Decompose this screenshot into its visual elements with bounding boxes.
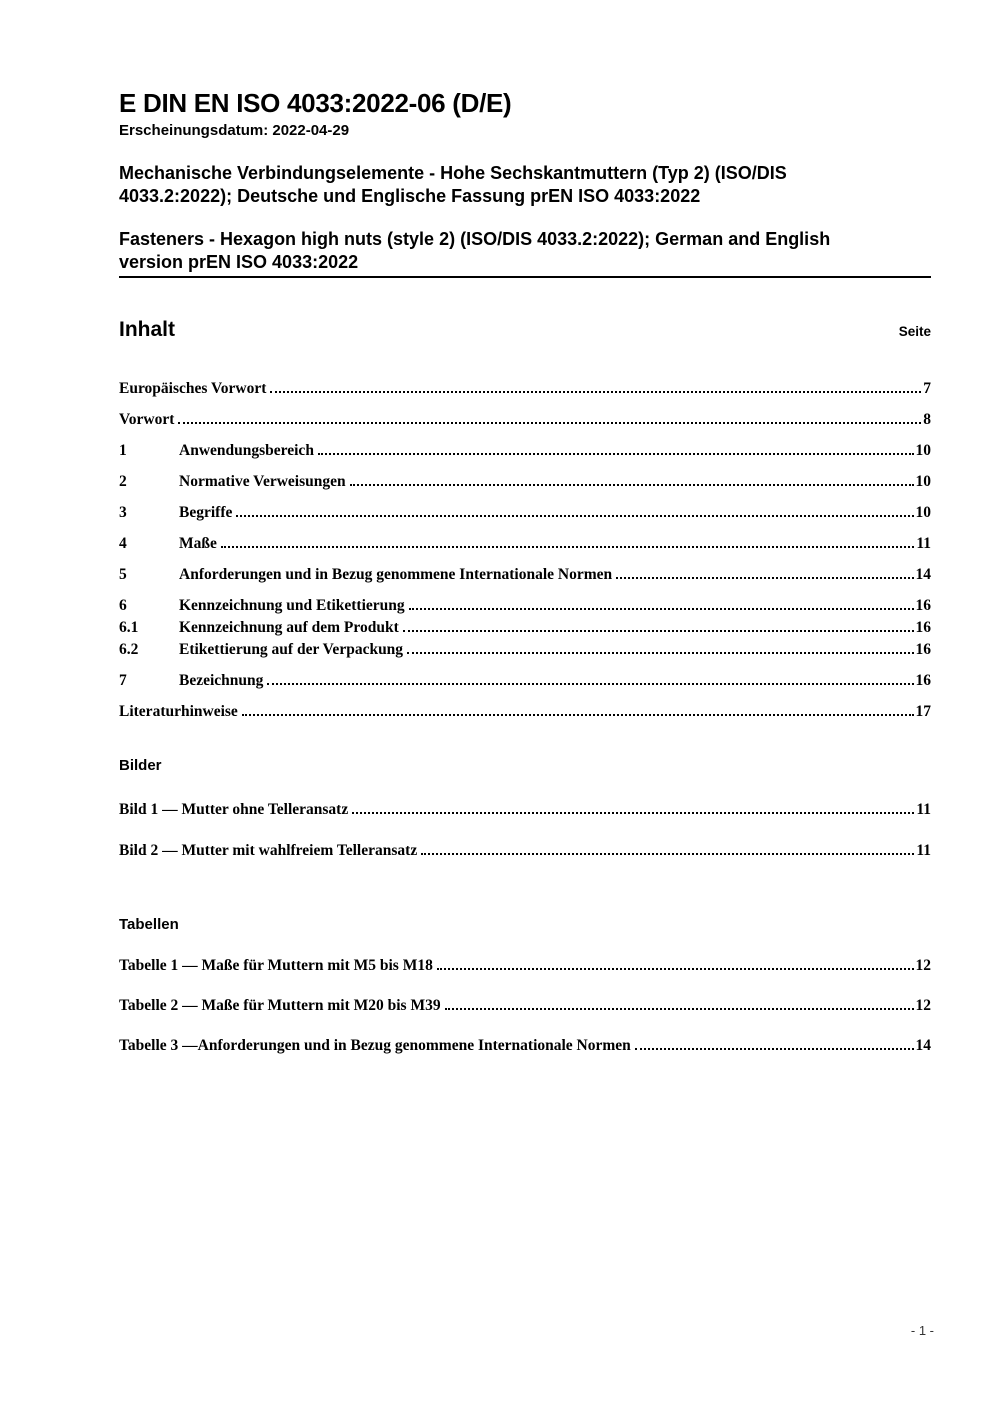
tables-list [119, 957, 931, 1055]
subject-english-line-2: version prEN ISO 4033:2022 [119, 252, 359, 272]
toc-entry-number: 6.1 [119, 619, 139, 636]
subject-german-line-2: 4033.2:2022); Deutsche und Englische Fassung prEN ISO 4033:2022 [119, 186, 701, 206]
figure-entry [119, 842, 931, 860]
toc-entry [119, 473, 931, 491]
toc-entry-label: Maße [179, 535, 217, 552]
toc-entry-page: 10 [915, 504, 931, 521]
toc-entry-page: 16 [915, 619, 931, 636]
publication-date: Erscheinungsdatum: 2022-04-29 [119, 122, 350, 139]
table-entry-label: Tabelle 1 — Maße für Muttern mit M5 bis M18 [119, 957, 433, 974]
footer-page-number: - 1 - [910, 1323, 934, 1338]
tables-heading: Tabellen [119, 916, 179, 933]
figure-entry-page: 11 [916, 842, 931, 859]
toc-leader-dots [221, 546, 914, 548]
toc-entry-page: 10 [915, 442, 931, 459]
table-entry-page: 12 [915, 957, 931, 974]
toc-leader-dots [270, 391, 921, 393]
table-entry-label: Tabelle 2 — Maße für Muttern mit M20 bis M39 [119, 997, 441, 1014]
toc-entry [119, 619, 931, 637]
toc-entry [119, 442, 931, 460]
toc-entry-page: 8 [923, 411, 931, 428]
toc-entry-label: Literaturhinweise [119, 703, 238, 720]
toc-list [119, 380, 931, 721]
toc-entry-page: 17 [915, 703, 931, 720]
toc-entry-page: 11 [916, 535, 931, 552]
table-entry-page: 12 [915, 997, 931, 1014]
toc-entry [119, 535, 931, 553]
toc-entry-page: 16 [915, 597, 931, 614]
toc-entry-number: 1 [119, 442, 127, 459]
toc-leader-dots [407, 652, 913, 654]
toc-entry-label: Anforderungen und in Bezug genommene Internationale Normen [179, 566, 613, 583]
toc-leader-dots [409, 608, 914, 610]
figure-entry-label: Bild 2 — Mutter mit wahlfreiem Telleransatz [119, 842, 418, 859]
page-column-label: Seite [898, 324, 931, 339]
page-content [119, 0, 931, 1077]
toc-leader-dots [318, 453, 914, 455]
toc-entry-label: Kennzeichnung und Etikettierung [179, 597, 405, 614]
toc-entry-label: Begriffe [179, 504, 233, 521]
toc-leader-dots [635, 1048, 914, 1050]
toc-entry-label: Etikettierung auf der Verpackung [179, 641, 404, 658]
toc-entry-label: Bezeichnung [179, 672, 264, 689]
toc-leader-dots [403, 630, 914, 632]
title-divider-rule [119, 276, 931, 278]
toc-entry-number: 6 [119, 597, 127, 614]
toc-entry-number: 4 [119, 535, 127, 552]
toc-entry-page: 10 [915, 473, 931, 490]
subject-german-line-1: Mechanische Verbindungselemente - Hohe Sechskantmuttern (Typ 2) (ISO/DIS [119, 163, 787, 183]
toc-entry-number: 3 [119, 504, 127, 521]
toc-leader-dots [437, 968, 914, 970]
toc-entry [119, 641, 931, 659]
toc-leader-dots [236, 515, 913, 517]
document-title: E DIN EN ISO 4033:2022-06 (D/E) [119, 88, 512, 118]
toc-leader-dots [616, 577, 913, 579]
figure-entry-page: 11 [916, 801, 931, 818]
toc-entry-page: 16 [915, 641, 931, 658]
toc-heading: Inhalt [119, 318, 175, 341]
toc-entry-label: Kennzeichnung auf dem Produkt [179, 619, 399, 636]
toc-entry-page: 14 [915, 566, 931, 583]
toc-leader-dots [350, 484, 914, 486]
table-entry [119, 1037, 931, 1055]
toc-entry [119, 380, 931, 398]
toc-entry-page: 7 [923, 380, 931, 397]
toc-entry-page: 16 [915, 672, 931, 689]
table-entry [119, 997, 931, 1015]
toc-leader-dots [352, 812, 914, 814]
toc-entry [119, 703, 931, 721]
toc-header [119, 316, 931, 344]
toc-entry-number: 2 [119, 473, 127, 490]
figures-list [119, 801, 931, 860]
toc-entry [119, 566, 931, 584]
table-entry-page: 14 [915, 1037, 931, 1054]
toc-leader-dots [242, 714, 914, 716]
toc-entry-number: 5 [119, 566, 127, 583]
toc-leader-dots [267, 683, 913, 685]
figure-entry-label: Bild 1 — Mutter ohne Telleransatz [119, 801, 349, 818]
toc-entry-label: Vorwort [119, 411, 175, 428]
table-entry-label: Tabelle 3 —Anforderungen und in Bezug genommene Internationale Normen [119, 1037, 631, 1054]
table-entry [119, 957, 931, 975]
toc-entry-label: Anwendungsbereich [179, 442, 314, 459]
toc-entry-number: 7 [119, 672, 127, 689]
toc-entry [119, 672, 931, 690]
toc-entry-label: Europäisches Vorwort [119, 380, 267, 397]
toc-leader-dots [445, 1008, 914, 1010]
toc-entry [119, 504, 931, 522]
toc-entry-label: Normative Verweisungen [179, 473, 346, 490]
subject-title-german [119, 162, 969, 208]
figures-heading: Bilder [119, 757, 162, 774]
toc-entry-number: 6.2 [119, 641, 139, 658]
subject-english-line-1: Fasteners - Hexagon high nuts (style 2) (ISO/DIS 4033.2:2022); German and English [119, 229, 831, 249]
figure-entry [119, 801, 931, 819]
toc-leader-dots [178, 422, 921, 424]
toc-entry [119, 411, 931, 429]
toc-entry [119, 597, 931, 615]
toc-leader-dots [421, 853, 914, 855]
subject-title-english [119, 228, 969, 274]
